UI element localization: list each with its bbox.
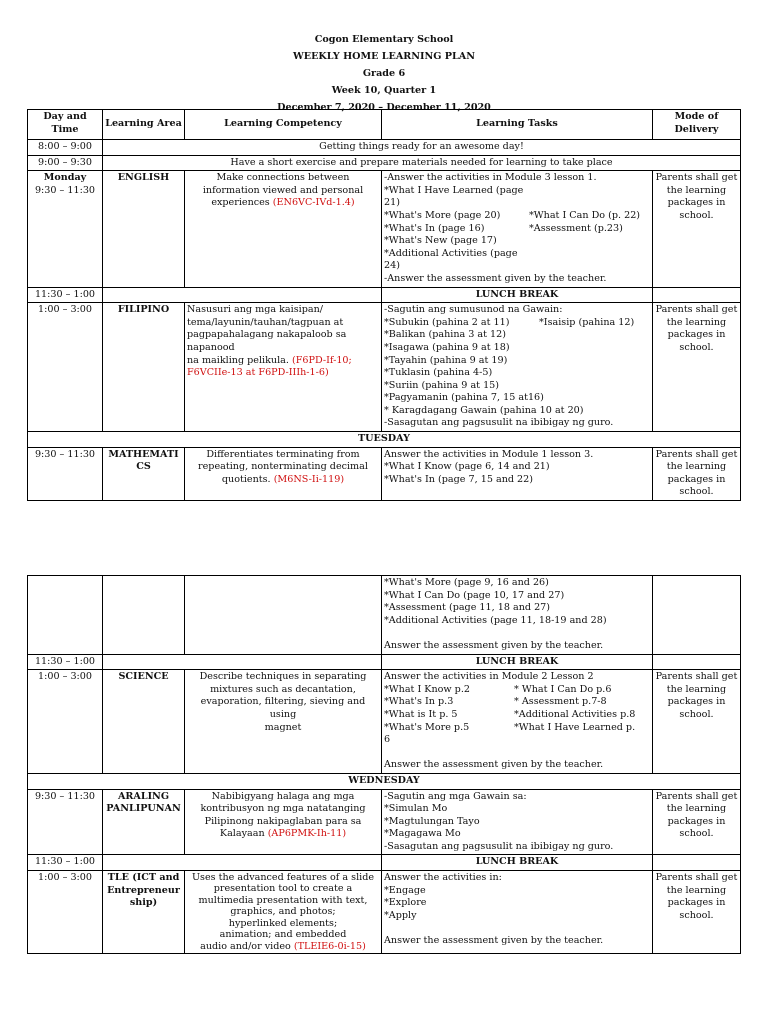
school-name: Cogon Elementary School xyxy=(314,34,454,45)
table-row: 8:00 – 9:00 Getting things ready for an awesome day! xyxy=(28,140,741,156)
col-area: Learning Area xyxy=(103,110,185,140)
date-range: December 7, 2020 – December 11, 2020 xyxy=(277,102,491,113)
table-row-ap: 9:30 – 11:30 ARALING PANLIPUNAN Nabibigyang halaga ang mga kontribusyon ng mga natatanging Pilipinong nakipaglaban para sa Kalayaan (AP6PMK-Ih-11) -Sagutin ang mga Gawain sa: *Simulan Mo *Magtulungan Tayo *Magagawa Mo -Sasagutan ang pagsusulit na ibibigay ng guro. Parents shall get the learning packages in school. xyxy=(28,789,741,855)
table-row-english: Monday 9:30 – 11:30 ENGLISH Make connections between information viewed and personal experiences (EN6VC-IVd-1.4) -Answer the activities in Module 3 lesson 1. *What I Have Learned (page 21) *What's More (page 20) *What I Can Do (p. 22) *What's In (page 16) *Assessment (p.23) *What's New (page 17) *Additional Activities (page 24) -Answer the assessment given by the teacher. Parents shall get the learning packages in school. xyxy=(28,171,741,287)
table-row-tle: 1:00 – 3:00 TLE (ICT and Entrepreneurship) Uses the advanced features of a slide presentation tool to create a multimedia presentation with text, graphics, and photos; hyperlinked elements; animation; and embedded audio and/or video (TLEIE6-0i-15) Answer the activities in: *Engage *Explore *Apply Answer the assessment given by the teacher. Parents shall get the learning packages in school. xyxy=(28,871,741,954)
lunch-row: 11:30 – 1:00 LUNCH BREAK xyxy=(28,287,741,303)
col-competency: Learning Competency xyxy=(185,110,382,140)
table-row-filipino: 1:00 – 3:00 FILIPINO Nasusuri ang mga kaisipan/ tema/layunin/tauhan/tagpuan at pagpapahalagang nakapaloob sa napanood na maikling pelikula. (F6PD-If-10; F6VCIIe-13 at F6PD-IIIh-1-6) -Sagutin ang sumusunod na Gawain: *Subukin (pahina 2 at 11) *Isaisip (pahina 12) *Balikan (pahina 3 at 12) *Isagawa (pahina 9 at 18) *Tayahin (pahina 9 at 19) *Tuklasin (pahina 4-5) *Suriin (pahina 9 at 15) *Pagyamanin (pahina 7, 15 at16) * Karagdagang Gawain (pahina 10 at 20) -Sasagutan ang pagsusulit na ibibigay ng guro. Parents shall get the learning packages in school. xyxy=(28,303,741,432)
plan-title: WEEKLY HOME LEARNING PLAN xyxy=(293,51,475,62)
table-row-science: 1:00 – 3:00 SCIENCE Describe techniques in separating mixtures such as decantation, evaporation, filtering, sieving and using magnet Answer the activities in Module 2 Lesson 2 *What I Know p.2 * What I Can Do p.6 *What's In p.3 * Assessment p.7-8 *What is It p. 5 *Additional Activities p.8 *What's More p.5 *What I Have Learned p. 6 Answer the assessment given by the teacher. Parents shall get the learning packages in school. xyxy=(28,670,741,774)
col-day-time: Day and Time xyxy=(28,110,103,140)
grade-label: Grade 6 xyxy=(362,68,406,79)
table-header-row xyxy=(28,110,741,140)
plan-table-page1 xyxy=(27,109,741,501)
col-mode: Mode of Delivery xyxy=(653,110,741,140)
table-row-math: 9:30 – 11:30 MATHEMATICS Differentiates terminating from repeating, nonterminating decimal quotients. (M6NS-Ii-119) Answer the activities in Module 1 lesson 3. *What I Know (page 6, 14 and 21) *What's In (page 7, 15 and 22) Parents shall get the learning packages in school. xyxy=(28,447,741,500)
table-row: 9:00 – 9:30 Have a short exercise and prepare materials needed for learning to take place xyxy=(28,155,741,171)
plan-table-page2 xyxy=(27,575,741,954)
week-label: Week 10, Quarter 1 xyxy=(331,85,437,96)
table-row-math-continued: *What's More (page 9, 16 and 26) *What I Can Do (page 10, 17 and 27) *Assessment (page 11, 18 and 27) *Additional Activities (page 11, 18-19 and 28) Answer the assessment given by the teacher. xyxy=(28,576,741,655)
day-row-tuesday: TUESDAY xyxy=(28,432,741,448)
lunch-row: 11:30 – 1:00 LUNCH BREAK xyxy=(28,855,741,871)
day-row-wednesday: WEDNESDAY xyxy=(28,773,741,789)
col-tasks: Learning Tasks xyxy=(382,110,653,140)
document-header xyxy=(0,0,768,116)
lunch-row: 11:30 – 1:00 LUNCH BREAK xyxy=(28,654,741,670)
